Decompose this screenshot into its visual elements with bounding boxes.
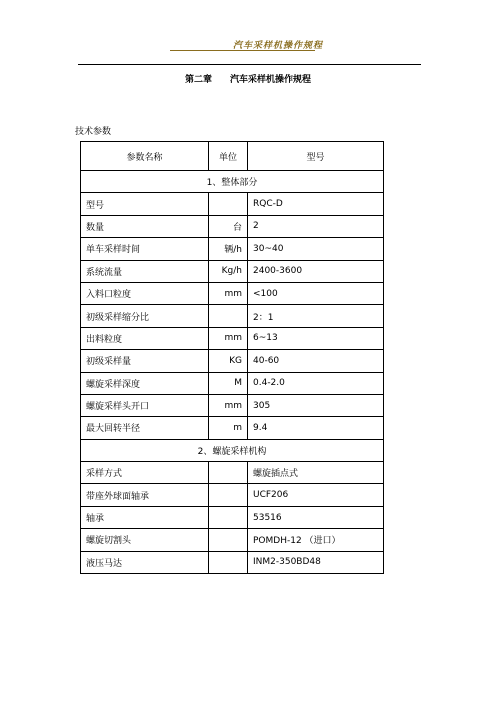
- param-name-cell: 初级采样量: [81, 350, 209, 372]
- param-name-cell: 螺旋切割头: [81, 529, 209, 551]
- model-cell: 2：1: [248, 305, 384, 327]
- param-name-cell: 数量: [81, 215, 209, 237]
- group-row: [81, 171, 384, 193]
- model-cell: UCF206: [248, 484, 384, 506]
- table-row: [81, 372, 384, 394]
- unit-cell: m: [209, 417, 248, 439]
- param-name-cell: 初级采样缩分比: [81, 305, 209, 327]
- table-row: [81, 282, 384, 304]
- unit-cell: 辆/h: [209, 238, 248, 260]
- unit-cell: [209, 529, 248, 551]
- table-row: [81, 394, 384, 416]
- param-name-cell: 液压马达: [81, 551, 209, 573]
- model-cell: 53516: [248, 506, 384, 528]
- table-body: [81, 142, 384, 574]
- header-cell-unit: 单位: [209, 142, 248, 171]
- unit-cell: [209, 506, 248, 528]
- unit-cell: M: [209, 372, 248, 394]
- table-row: [81, 529, 384, 551]
- unit-cell: 台: [209, 215, 248, 237]
- table-row: [81, 484, 384, 506]
- table-row: [81, 462, 384, 484]
- chapter-number: 第二章: [184, 75, 212, 85]
- param-name-cell: 采样方式: [81, 462, 209, 484]
- unit-cell: KG: [209, 350, 248, 372]
- table-row: [81, 350, 384, 372]
- model-cell: RQC-D: [248, 193, 384, 215]
- param-name-cell: 型号: [81, 193, 209, 215]
- group-row: [81, 439, 384, 461]
- model-cell: 0.4-2.0: [248, 372, 384, 394]
- table-row: [81, 417, 384, 439]
- model-cell: 30~40: [248, 238, 384, 260]
- param-name-cell: 轴承: [81, 506, 209, 528]
- section-label: 技术参数: [75, 127, 112, 137]
- header-underline-gold: [170, 50, 315, 51]
- unit-cell: [209, 462, 248, 484]
- param-name-cell: 带座外球面轴承: [81, 484, 209, 506]
- model-cell: <100: [248, 282, 384, 304]
- table-row: [81, 215, 384, 237]
- tech-params-table: [80, 141, 384, 574]
- unit-cell: [209, 193, 248, 215]
- unit-cell: [209, 551, 248, 573]
- param-name-cell: 出料粒度: [81, 327, 209, 349]
- model-cell: 6~13: [248, 327, 384, 349]
- param-name-cell: 螺旋采样深度: [81, 372, 209, 394]
- unit-cell: mm: [209, 394, 248, 416]
- table-header-row: [81, 142, 384, 171]
- header-cell-param: 参数名称: [81, 142, 209, 171]
- table-row: [81, 260, 384, 282]
- unit-cell: mm: [209, 327, 248, 349]
- model-cell: 305: [248, 394, 384, 416]
- param-name-cell: 入料口粒度: [81, 282, 209, 304]
- param-name-cell: 单车采样时间: [81, 238, 209, 260]
- group-title: 1、整体部分: [81, 171, 384, 193]
- group-title: 2、螺旋采样机构: [81, 439, 384, 461]
- unit-cell: [209, 305, 248, 327]
- model-cell: 2: [248, 215, 384, 237]
- unit-cell: [209, 484, 248, 506]
- table-row: [81, 506, 384, 528]
- unit-cell: Kg/h: [209, 260, 248, 282]
- model-cell: 40-60: [248, 350, 384, 372]
- chapter-title: 汽车采样机操作规程: [230, 75, 312, 85]
- table-row: [81, 193, 384, 215]
- param-name-cell: 系统流量: [81, 260, 209, 282]
- table-row: [81, 305, 384, 327]
- table-row: [81, 551, 384, 573]
- model-cell: POMDH-12 （进口）: [248, 529, 384, 551]
- table-row: [81, 327, 384, 349]
- param-name-cell: 螺旋采样头开口: [81, 394, 209, 416]
- model-cell: 9.4: [248, 417, 384, 439]
- model-cell: INM2-350BD48: [248, 551, 384, 573]
- model-cell: 2400-3600: [248, 260, 384, 282]
- running-header-title: 汽车采样机操作规程: [232, 41, 323, 51]
- model-cell: 螺旋插点式: [248, 462, 384, 484]
- param-name-cell: 最大回转半径: [81, 417, 209, 439]
- table-row: [81, 238, 384, 260]
- unit-cell: mm: [209, 282, 248, 304]
- header-cell-model: 型号: [248, 142, 384, 171]
- header-rule: [78, 64, 421, 65]
- chapter-heading: [0, 72, 496, 85]
